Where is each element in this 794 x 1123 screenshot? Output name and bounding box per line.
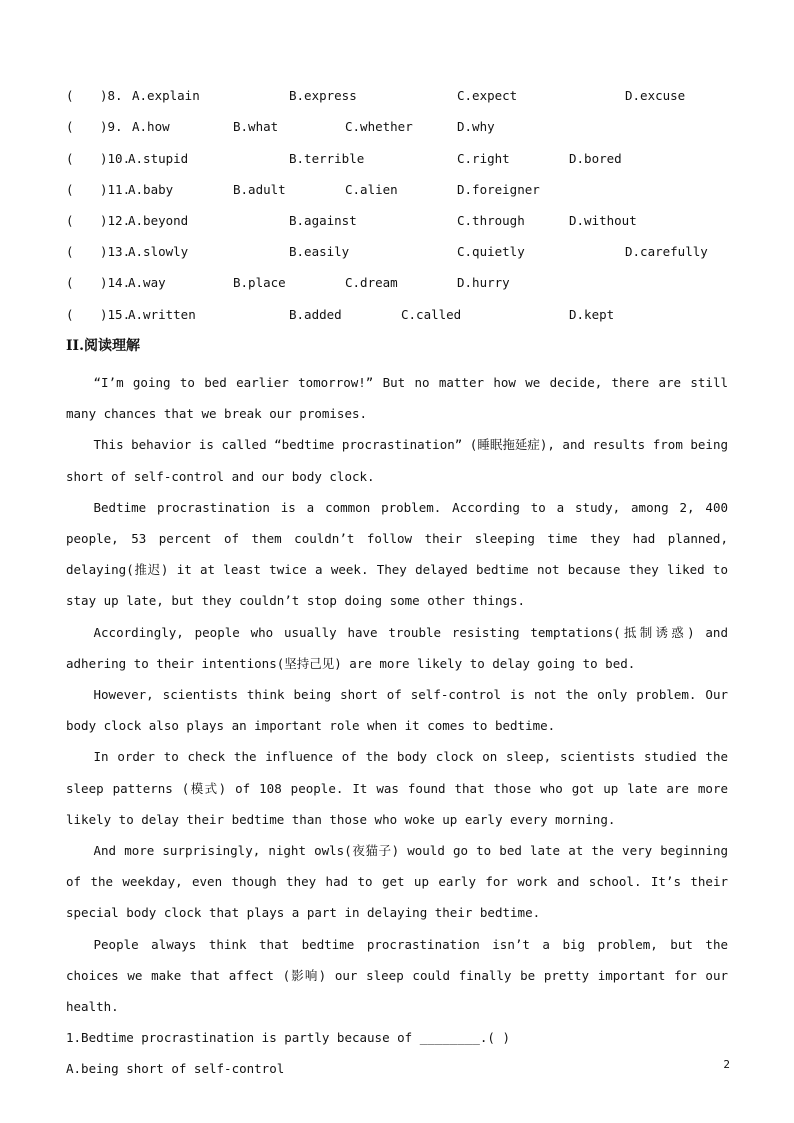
choice-d: D.carefully [625, 244, 708, 259]
choice-a: A.way [128, 275, 166, 290]
choice-d: D.kept [569, 307, 615, 322]
choice-b: B.added [289, 307, 342, 322]
choice-b: B.against [289, 213, 357, 228]
paragraph: People always think that bedtime procrastination isn’t a big problem, but the choices we make that affect (影响) our sleep could finally be pretty important for our health. [66, 936, 728, 1015]
choice-b: B.terrible [289, 151, 365, 166]
choice-a: A.written [128, 307, 196, 322]
page-number: 2 [723, 1058, 730, 1071]
choice-a: A.explain [132, 88, 200, 103]
choice-c: C.through [457, 213, 525, 228]
choice-c: C.dream [345, 275, 398, 290]
choice-b: B.easily [289, 244, 350, 259]
choice-a: A.how [132, 119, 170, 134]
question-number: )10. [100, 151, 131, 166]
choice-c: C.called [401, 307, 462, 322]
answer-paren: ( [66, 213, 74, 228]
choice-c: C.right [457, 151, 510, 166]
choice-c: C.quietly [457, 244, 525, 259]
choice-c: C.alien [345, 182, 398, 197]
question-number: )13. [100, 244, 131, 259]
answer-paren: ( [66, 307, 74, 322]
choice-a: A.slowly [128, 244, 189, 259]
choice-b: B.place [233, 275, 286, 290]
choice-a: A.beyond [128, 213, 189, 228]
paragraph: In order to check the influence of the body clock on sleep, scientists studied the sleep patterns (模式) of 108 people. It was found that those who got up late are more likely to delay their bedtime than those who woke up early every morning. [66, 749, 728, 827]
paragraph: Accordingly, people who usually have trouble resisting temptations(抵制诱惑) and adhering to their intentions(坚持己见) are more likely to delay going to bed. [66, 624, 728, 671]
section-title: II.阅读理解 [66, 338, 140, 354]
choice-a: A.baby [128, 182, 174, 197]
choice-d: D.bored [569, 151, 622, 166]
choice-d: D.without [569, 213, 637, 228]
answer-paren: ( [66, 275, 74, 290]
answer-paren: ( [66, 119, 74, 134]
question-number: )12. [100, 213, 131, 228]
choice-d: D.excuse [625, 88, 686, 103]
choice-d: D.hurry [457, 275, 510, 290]
answer-paren: ( [66, 182, 74, 197]
choice-d: D.foreigner [457, 182, 540, 197]
paragraph: Bedtime procrastination is a common problem. According to a study, among 2, 400 people, 53 percent of them couldn’t follow their sleeping time they had planned, delaying(推迟) it at least twice a week. They delayed bedtime not because they liked to stay up late, but they couldn’t stop doing some other things. [66, 499, 728, 609]
answer-paren: ( [66, 244, 74, 259]
answer-paren: ( [66, 88, 74, 103]
choice-a: A.stupid [128, 151, 189, 166]
question-number: )15. [100, 307, 131, 322]
question-1: 1.Bedtime procrastination is partly because of ________.( ) [66, 1030, 511, 1046]
question-1-option-a: A.being short of self-control [66, 1061, 285, 1077]
paragraph: “I’m going to bed earlier tomorrow!” But no matter how we decide, there are still many chances that we break our promises. [66, 375, 728, 422]
choice-b: B.adult [233, 182, 286, 197]
choice-d: D.why [457, 119, 495, 134]
choice-c: C.whether [345, 119, 413, 134]
question-number: )11. [100, 182, 131, 197]
paragraph: However, scientists think being short of self-control is not the only problem. Our body clock also plays an important role when it comes to bedtime. [66, 687, 728, 734]
paragraph: And more surprisingly, night owls(夜猫子) would go to bed late at the very beginning of the weekday, even though they had to get up early for work and school. It’s their special body clock that plays a part in delaying their bedtime. [66, 843, 728, 921]
question-number: )8. [100, 88, 123, 103]
choice-c: C.expect [457, 88, 518, 103]
question-number: )9. [100, 119, 123, 134]
question-number: )14. [100, 275, 131, 290]
reading-passage [66, 367, 728, 1085]
choice-b: B.what [233, 119, 279, 134]
answer-paren: ( [66, 151, 74, 166]
paragraph: This behavior is called “bedtime procrastination” (睡眠拖延症), and results from being short of self-control and our body clock. [66, 437, 728, 484]
choice-b: B.express [289, 88, 357, 103]
